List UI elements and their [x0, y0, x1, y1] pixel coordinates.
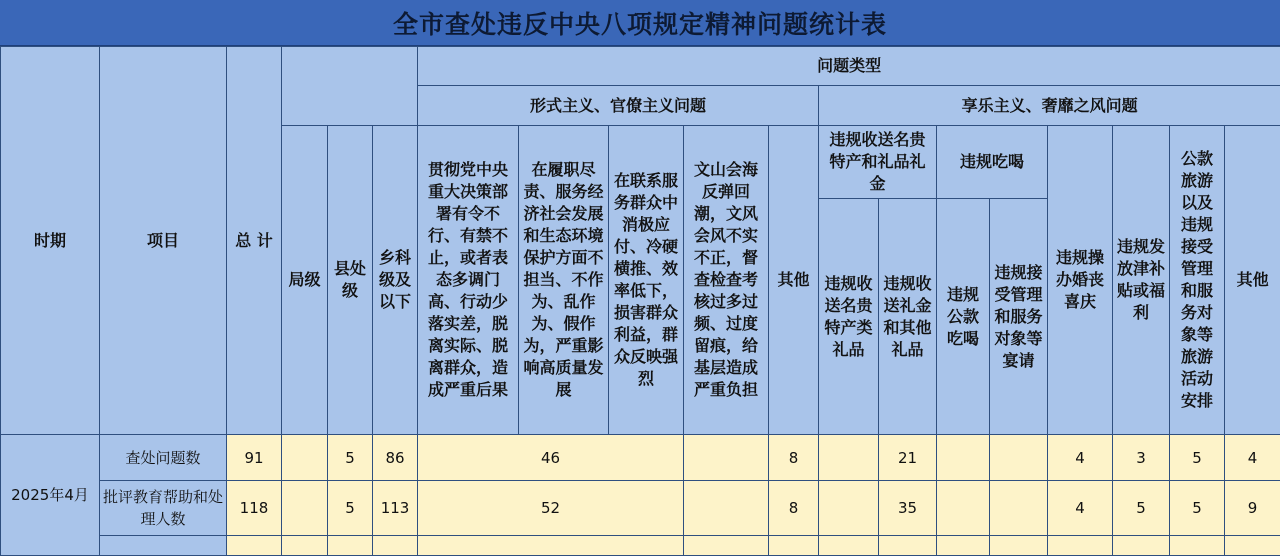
- table-title: 全市查处违反中央八项规定精神问题统计表: [0, 0, 1280, 46]
- header-formalism-group: 形式主义、官僚主义问题: [418, 86, 819, 126]
- cell-formalism-total: 52: [418, 481, 684, 536]
- cell-county: 5: [328, 481, 373, 536]
- header-gift-group: 违规收送名贵特产和礼品礼金: [819, 126, 937, 199]
- row-label: [100, 536, 227, 556]
- cell-public-dining: [937, 536, 990, 556]
- cell-county: [328, 536, 373, 556]
- cell-weddings: 4: [1048, 481, 1113, 536]
- cell-weddings: [1048, 536, 1113, 556]
- cell-formalism-total: 46: [418, 435, 684, 481]
- header-gift-specialty: 违规收送名贵特产类礼品: [819, 199, 879, 435]
- cell-total: 91: [227, 435, 282, 481]
- cell-formalism-other: 8: [769, 435, 819, 481]
- cell-total: 118: [227, 481, 282, 536]
- header-formalism-1: 贯彻党中央重大决策部署有令不行、有禁不止，或者表态多调门高、行动少落实差，脱离实际、脱离群众，造成严重后果: [418, 126, 519, 435]
- header-formalism-3: 在联系服务群众中消极应付、冷硬横推、效率低下，损害群众利益，群众反映强烈: [609, 126, 684, 435]
- statistics-table: [0, 46, 1280, 556]
- cell-gift-specialty: [819, 481, 879, 536]
- table-row: [1, 435, 1280, 481]
- cell-travel: 5: [1170, 435, 1225, 481]
- header-township: 乡科级及以下: [373, 126, 418, 435]
- header-formalism-other: 其他: [769, 126, 819, 435]
- cell-banquets: [990, 536, 1048, 556]
- cell-bureau: [282, 481, 328, 536]
- cell-public-dining: [937, 435, 990, 481]
- header-item: 项目: [100, 47, 227, 435]
- header-hedonism-group: 享乐主义、奢靡之风问题: [819, 86, 1280, 126]
- header-formalism-2: 在履职尽责、服务经济社会发展和生态环境保护方面不担当、不作为、乱作为、假作为，严重影响高质量发展: [519, 126, 609, 435]
- cell-formalism-4: [684, 536, 769, 556]
- period-cell: 2025年4月: [1, 435, 100, 556]
- header-formalism-4: 文山会海反弹回潮，文风会风不实不正，督查检查考核过多过频、过度留痕，给基层造成严重负担: [684, 126, 769, 435]
- header-bureau: 局级: [282, 126, 328, 435]
- cell-hedonism-other: 4: [1225, 435, 1280, 481]
- header-county: 县处级: [328, 126, 373, 435]
- cell-formalism-4: [684, 481, 769, 536]
- header-level-blank: [282, 47, 418, 126]
- header-weddings-funerals: 违规操办婚丧喜庆: [1048, 126, 1113, 435]
- cell-formalism-total: [418, 536, 684, 556]
- cell-public-dining: [937, 481, 990, 536]
- cell-weddings: 4: [1048, 435, 1113, 481]
- cell-formalism-other: 8: [769, 481, 819, 536]
- cell-gift-cash: 21: [879, 435, 937, 481]
- cell-township: 113: [373, 481, 418, 536]
- header-dining-group: 违规吃喝: [937, 126, 1048, 199]
- header-problem-type: 问题类型: [418, 47, 1280, 86]
- cell-township: 86: [373, 435, 418, 481]
- header-public-dining: 违规公款吃喝: [937, 199, 990, 435]
- header-travel: 公款旅游以及违规接受管理和服务对象等旅游活动安排: [1170, 126, 1225, 435]
- header-total: 总 计: [227, 47, 282, 435]
- header-period: 时期: [1, 47, 100, 435]
- cell-formalism-4: [684, 435, 769, 481]
- cell-bureau: [282, 435, 328, 481]
- table-row: [1, 536, 1280, 556]
- cell-banquets: [990, 481, 1048, 536]
- cell-gift-cash: [879, 536, 937, 556]
- row-label: 批评教育帮助和处理人数: [100, 481, 227, 536]
- cell-travel: 5: [1170, 481, 1225, 536]
- cell-township: [373, 536, 418, 556]
- cell-gift-specialty: [819, 435, 879, 481]
- cell-hedonism-other: [1225, 536, 1280, 556]
- cell-allowances: 3: [1113, 435, 1170, 481]
- header-gift-cash: 违规收送礼金和其他礼品: [879, 199, 937, 435]
- cell-gift-cash: 35: [879, 481, 937, 536]
- table-row: [1, 481, 1280, 536]
- cell-allowances: 5: [1113, 481, 1170, 536]
- cell-allowances: [1113, 536, 1170, 556]
- cell-gift-specialty: [819, 536, 879, 556]
- cell-hedonism-other: 9: [1225, 481, 1280, 536]
- row-label: 查处问题数: [100, 435, 227, 481]
- cell-travel: [1170, 536, 1225, 556]
- cell-banquets: [990, 435, 1048, 481]
- header-hedonism-other: 其他: [1225, 126, 1280, 435]
- cell-bureau: [282, 536, 328, 556]
- cell-total: [227, 536, 282, 556]
- cell-formalism-other: [769, 536, 819, 556]
- cell-county: 5: [328, 435, 373, 481]
- header-banquets: 违规接受管理和服务对象等宴请: [990, 199, 1048, 435]
- header-allowances: 违规发放津补贴或福利: [1113, 126, 1170, 435]
